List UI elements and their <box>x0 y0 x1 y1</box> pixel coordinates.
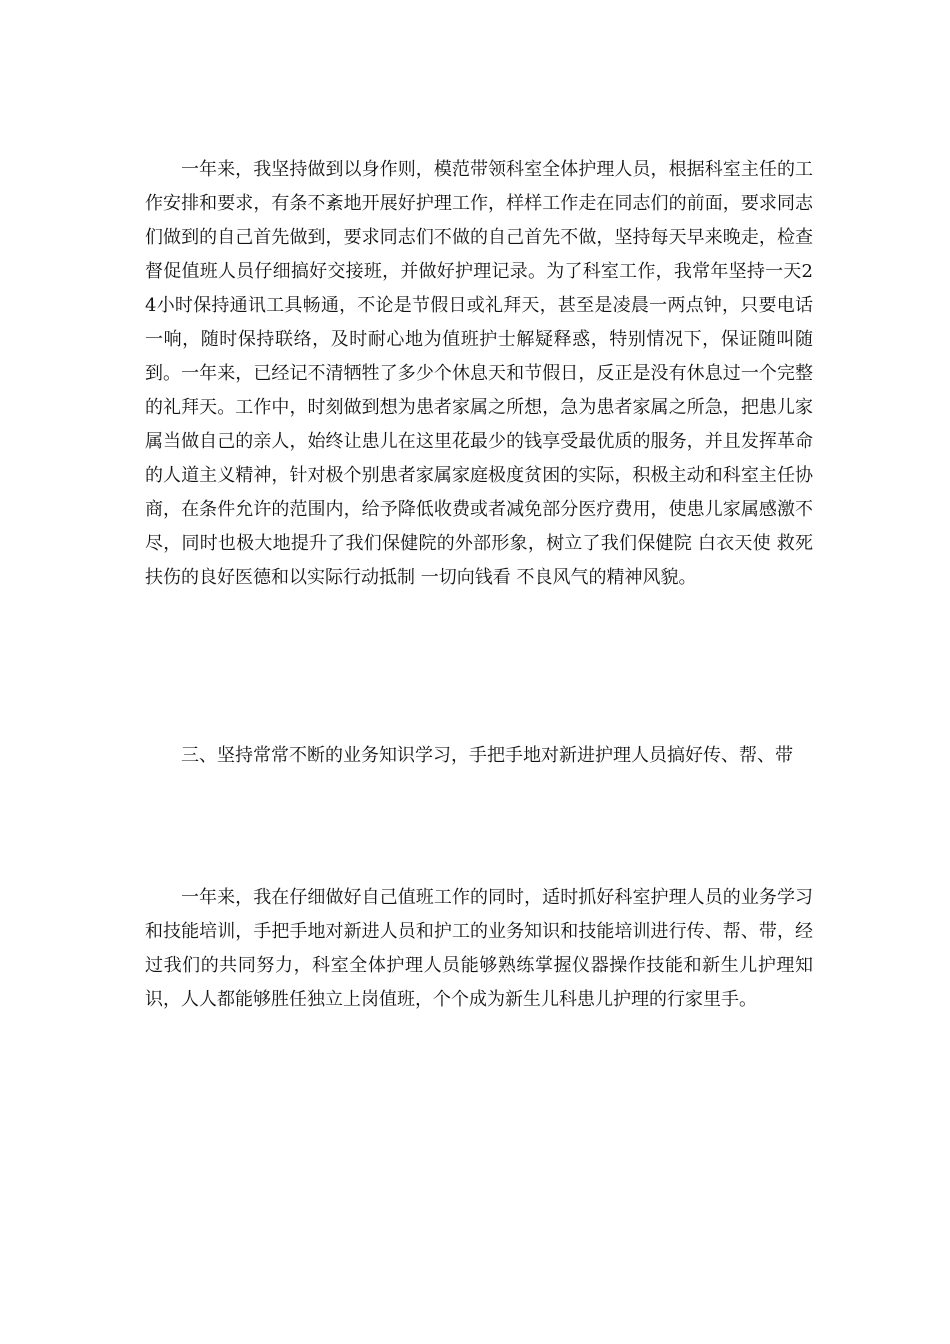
body-paragraph-2: 一年来，我在仔细做好自己值班工作的同时，适时抓好科室护理人员的业务学习和技能培训，手把手地对新进人员和护工的业务知识和技能培训进行传、帮、带，经过我们的共同努力，科室全体护理人员能够熟练掌握仪器操作技能和新生儿护理知识，人人都能够胜任独立上岗值班，个个成为新生儿科患儿护理的行家里手。 <box>145 887 813 1010</box>
body-paragraph-1: 一年来，我坚持做到以身作则，模范带领科室全体护理人员，根据科室主任的工作安排和要求，有条不紊地开展好护理工作，样样工作走在同志们的前面，要求同志们做到的自己首先做到，要求同志们不做的自己首先不做，坚持每天早来晚走，检查督促值班人员仔细搞好交接班，并做好护理记录。为了科室工作，我常年坚持一天24小时保持通讯工具畅通，不论是节假日或礼拜天，甚至是凌晨一两点钟，只要电话一响，随时保持联络，及时耐心地为值班护士解疑释惑，特别情况下，保证随叫随到。一年来，已经记不清牺牲了多少个休息天和节假日，反正是没有休息过一个完整的礼拜天。工作中，时刻做到想为患者家属之所想，急为患者家属之所急，把患儿家属当做自己的亲人，始终让患儿在这里花最少的钱享受最优质的服务，并且发挥革命的人道主义精神，针对极个别患者家属家庭极度贫困的实际，积极主动和科室主任协商，在条件允许的范围内，给予降低收费或者减免部分医疗费用，使患儿家属感激不尽，同时也极大地提升了我们保健院的外部形象，树立了我们保健院 白衣天使 救死扶伤的良好医德和以实际行动抵制 一切向钱看 不良风气的精神风貌。 <box>145 159 813 588</box>
section-heading-3: 三、坚持常常不断的业务知识学习，手把手地对新进护理人员搞好传、帮、带 <box>181 745 793 766</box>
